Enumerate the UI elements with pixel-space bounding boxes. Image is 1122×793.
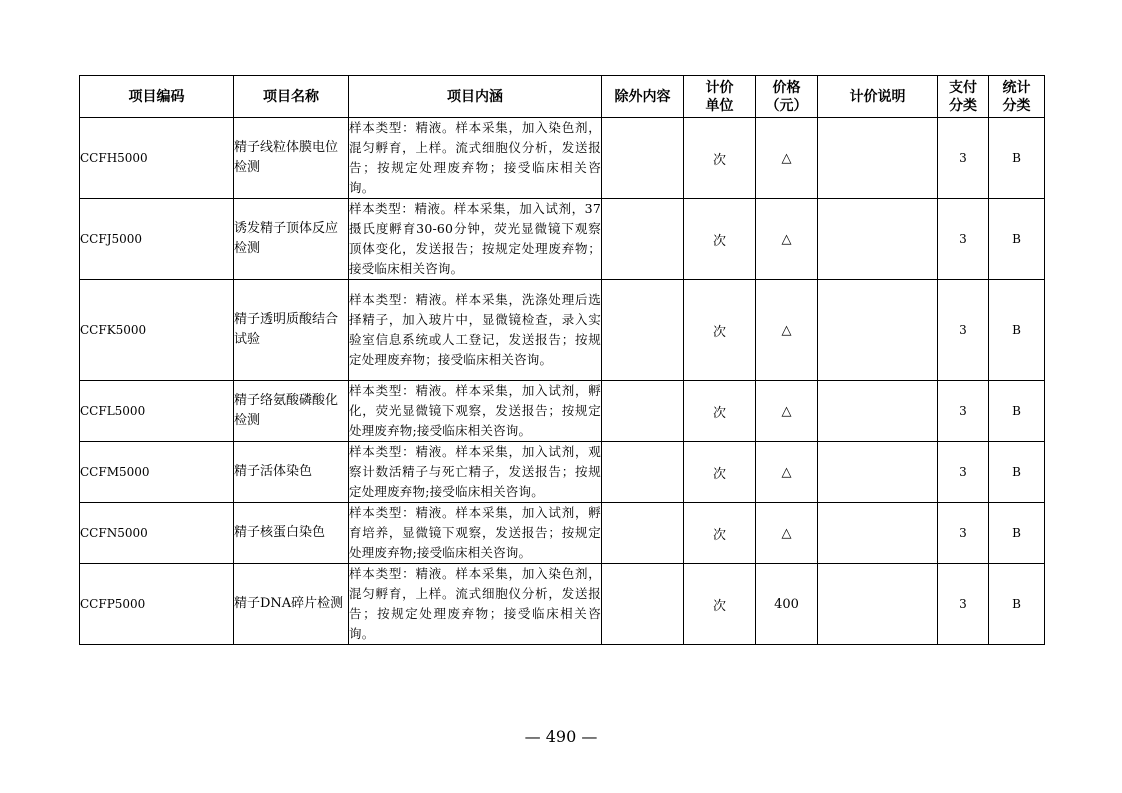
cell-content: 样本类型：精液。样本采集，加入试剂，观察计数活精子与死亡精子，发送报告；按规定处理废弃物;接受临床相关咨询。 [349, 442, 602, 503]
table-row [80, 564, 1045, 645]
header-stat-line2: 分类 [1002, 97, 1031, 114]
cell-pay: 3 [938, 280, 989, 381]
cell-stat: B [989, 503, 1045, 564]
cell-unit: 次 [684, 503, 756, 564]
cell-pay: 3 [938, 199, 989, 280]
cell-pay: 3 [938, 503, 989, 564]
cell-name: 精子核蛋白染色 [234, 503, 349, 564]
cell-unit: 次 [684, 564, 756, 645]
table-row [80, 118, 1045, 199]
header-note: 计价说明 [818, 76, 938, 118]
cell-code: CCFH5000 [80, 118, 234, 199]
cell-unit: 次 [684, 442, 756, 503]
table-row [80, 503, 1045, 564]
cell-unit: 次 [684, 199, 756, 280]
table-row [80, 442, 1045, 503]
header-price-line2: （元） [765, 97, 808, 114]
header-stat [989, 76, 1045, 118]
table-row [80, 280, 1045, 381]
header-unit [684, 76, 756, 118]
cell-stat: B [989, 280, 1045, 381]
header-name: 项目名称 [234, 76, 349, 118]
cell-pay: 3 [938, 564, 989, 645]
cell-note [818, 564, 938, 645]
cell-price: △ [756, 381, 818, 442]
cell-exclusions [602, 564, 684, 645]
cell-exclusions [602, 199, 684, 280]
cell-code: CCFJ5000 [80, 199, 234, 280]
cell-name: 精子透明质酸结合试验 [234, 280, 349, 381]
cell-unit: 次 [684, 118, 756, 199]
cell-pay: 3 [938, 442, 989, 503]
cell-content: 样本类型：精液。样本采集，加入染色剂，混匀孵育，上样。流式细胞仪分析，发送报告；按规定处理废弃物；接受临床相关咨询。 [349, 118, 602, 199]
cell-stat: B [989, 199, 1045, 280]
cell-note [818, 442, 938, 503]
cell-pay: 3 [938, 118, 989, 199]
cell-pay: 3 [938, 381, 989, 442]
cell-exclusions [602, 442, 684, 503]
cell-stat: B [989, 442, 1045, 503]
cell-note [818, 280, 938, 381]
cell-content: 样本类型：精液。样本采集，加入试剂，孵育培养，显微镜下观察，发送报告；按规定处理废弃物;接受临床相关咨询。 [349, 503, 602, 564]
cell-exclusions [602, 381, 684, 442]
cell-exclusions [602, 503, 684, 564]
cell-content: 样本类型：精液。样本采集，洗涤处理后选择精子，加入玻片中，显微镜检查，录入实验室信息系统或人工登记，发送报告；按规定处理废弃物；接受临床相关咨询。 [349, 280, 602, 381]
cell-note [818, 118, 938, 199]
cell-unit: 次 [684, 280, 756, 381]
cell-code: CCFM5000 [80, 442, 234, 503]
cell-price: △ [756, 442, 818, 503]
header-content: 项目内涵 [349, 76, 602, 118]
cell-name: 精子活体染色 [234, 442, 349, 503]
cell-unit: 次 [684, 381, 756, 442]
cell-price: 400 [756, 564, 818, 645]
cell-name: 诱发精子顶体反应检测 [234, 199, 349, 280]
cell-content: 样本类型：精液。样本采集，加入染色剂，混匀孵育，上样。流式细胞仪分析，发送报告；按规定处理废弃物；接受临床相关咨询。 [349, 564, 602, 645]
cell-price: △ [756, 118, 818, 199]
cell-name: 精子DNA碎片检测 [234, 564, 349, 645]
cell-content: 样本类型：精液。样本采集，加入试剂，孵化，荧光显微镜下观察，发送报告；按规定处理废弃物;接受临床相关咨询。 [349, 381, 602, 442]
header-stat-line1: 统计 [1002, 79, 1031, 96]
header-unit-line1: 计价 [705, 79, 734, 96]
header-pay-line2: 分类 [949, 97, 977, 114]
header-pay [938, 76, 989, 118]
cell-stat: B [989, 118, 1045, 199]
cell-stat: B [989, 564, 1045, 645]
cell-note [818, 199, 938, 280]
header-code: 项目编码 [80, 76, 234, 118]
header-row [80, 76, 1045, 118]
cell-price: △ [756, 503, 818, 564]
table-row [80, 381, 1045, 442]
header-price [756, 76, 818, 118]
price-table [79, 75, 1045, 645]
cell-exclusions [602, 280, 684, 381]
header-price-line1: 价格 [772, 79, 801, 96]
cell-price: △ [756, 280, 818, 381]
cell-code: CCFN5000 [80, 503, 234, 564]
cell-price: △ [756, 199, 818, 280]
cell-note [818, 503, 938, 564]
cell-name: 精子络氨酸磷酸化检测 [234, 381, 349, 442]
cell-code: CCFK5000 [80, 280, 234, 381]
cell-code: CCFP5000 [80, 564, 234, 645]
cell-stat: B [989, 381, 1045, 442]
table-row [80, 199, 1045, 280]
cell-content: 样本类型：精液。样本采集，加入试剂，37摄氏度孵育30-60分钟，荧光显微镜下观察顶体变化，发送报告；按规定处理废弃物；接受临床相关咨询。 [349, 199, 602, 280]
cell-code: CCFL5000 [80, 381, 234, 442]
cell-exclusions [602, 118, 684, 199]
page-number: — 490 — [524, 727, 598, 746]
header-pay-line1: 支付 [949, 79, 977, 96]
header-exclusions: 除外内容 [602, 76, 684, 118]
cell-note [818, 381, 938, 442]
cell-name: 精子线粒体膜电位检测 [234, 118, 349, 199]
header-unit-line2: 单位 [705, 97, 734, 114]
